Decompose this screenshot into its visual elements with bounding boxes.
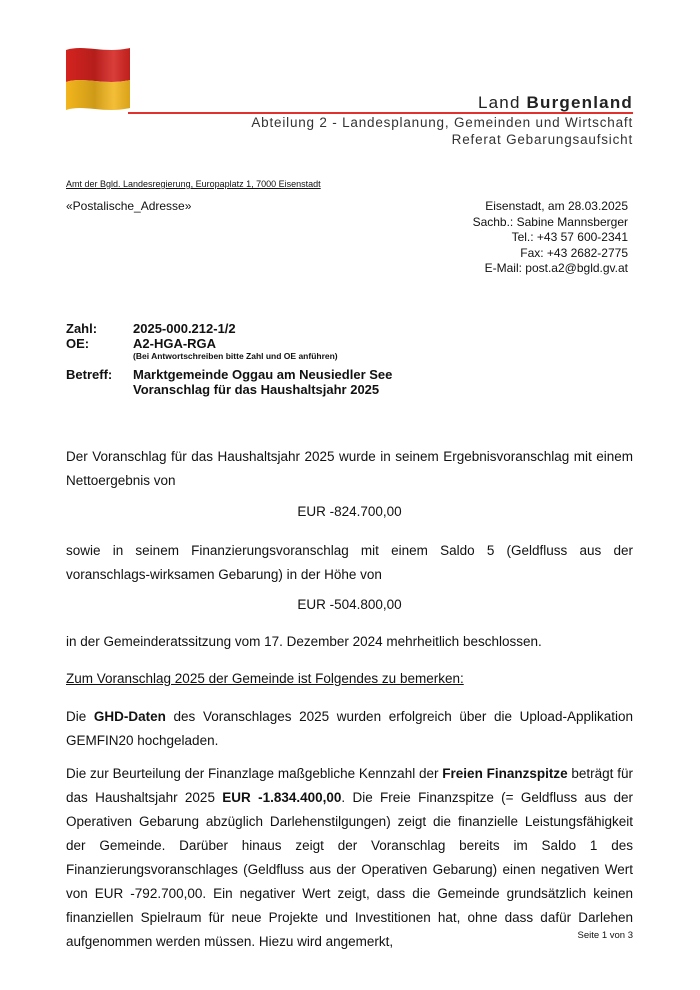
oe-label: OE: (66, 336, 90, 351)
free-finance-amount: EUR -1.834.400,00 (222, 790, 342, 805)
paragraph-4: Die GHD-Daten des Voranschlages 2025 wurden erfolgreich über die Upload-Applikation GEMFIN20 hochgeladen. (66, 709, 633, 748)
paragraph-5: Die zur Beurteilung der Finanzlage maßgebliche Kennzahl der Freien Finanzspitze beträgt für das Haushaltsjahr 2025 EUR -1.834.400,00. Die Freie Finanzspitze (= Geldfluss aus der Operativen Gebarung abzüglich Darlehenstilgungen) zeigt die finanzielle Leistungsfähigkeit der Gemeinde. Darüber hinaus zeigt der Voranschlag bereits im Saldo 1 des Finanzierungsvoranschlages (Geldfluss aus der Operativen Gebarung) einen negativen Wert von EUR -792.700,00. Ein negativer Wert zeigt, dass die Gemeinde grundsätzlich keinen finanziellen Spielraum für neue Projekte und Investitionen hat, ohne dass dafür Darlehen aufgenommen werden müssen. Hiezu wird angemerkt, (66, 766, 634, 949)
burgenland-flag-icon (64, 44, 132, 114)
paragraph-2: sowie in seinem Finanzierungsvoranschlag mit einem Saldo 5 (Geldfluss aus der voranschlags-wirksamen Gebarung) in der Höhe von (66, 543, 633, 582)
letter-meta (473, 199, 628, 277)
fax: Fax: +43 2682-2775 (520, 245, 628, 260)
letterhead-department (251, 114, 633, 148)
page-number: Seite 1 von 3 (577, 930, 633, 941)
place-date: Eisenstadt, am 28.03.2025 (485, 199, 628, 213)
section-heading: Zum Voranschlag 2025 der Gemeinde ist Folgendes zu bemerken: (66, 671, 464, 686)
letterhead-title: Land Burgenland (477, 93, 633, 112)
zahl-label: Zahl: (66, 321, 98, 336)
sender-line: Amt der Bgld. Landesregierung, Europaplatz 1, 7000 Eisenstadt (66, 179, 321, 189)
betreff-line-2: Voranschlag für das Haushaltsjahr 2025 (133, 382, 380, 397)
department-line: Abteilung 2 - Landesplanung, Gemeinden und Wirtschaft (251, 115, 633, 130)
betreff-label: Betreff: (66, 367, 113, 382)
betreff-line-1: Marktgemeinde Oggau am Neusiedler See (133, 367, 393, 382)
amount-net-result: EUR -824.700,00 (297, 504, 402, 519)
reference-hint: (Bei Antwortschreiben bitte Zahl und OE anführen) (133, 351, 338, 361)
paragraph-3: in der Gemeinderatssitzung vom 17. Dezember 2024 mehrheitlich beschlossen. (66, 634, 542, 649)
recipient-address: «Postalische_Adresse» (66, 199, 192, 213)
zahl-value: 2025-000.212-1/2 (133, 321, 236, 336)
phone: Tel.: +43 57 600-2341 (511, 230, 628, 244)
free-finance-term: Freien Finanzspitze (442, 766, 568, 781)
amount-saldo-5: EUR -504.800,00 (297, 597, 402, 612)
referat-line: Referat Gebarungsaufsicht (451, 132, 633, 147)
clerk: Sachb.: Sabine Mannsberger (472, 214, 628, 229)
oe-value: A2-HGA-RGA (133, 336, 217, 351)
email: E-Mail: post.a2@bgld.gv.at (484, 261, 628, 275)
paragraph-1: Der Voranschlag für das Haushaltsjahr 2025 wurde in seinem Ergebnisvoranschlag mit einem Nettoergebnis von (66, 449, 633, 488)
ghd-data-term: GHD-Daten (93, 709, 166, 724)
